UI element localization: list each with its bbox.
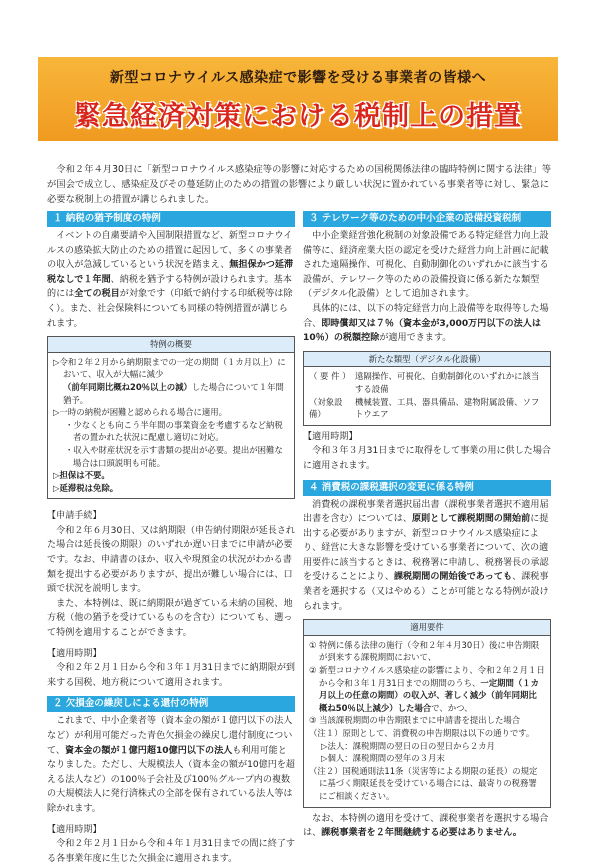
row-label: （対象設備） (309, 396, 343, 420)
period-paragraph: 令和２年２月１日から令和３年１月31日までに納期限が到来する国税、地方税について適用されます。 (47, 663, 296, 688)
closing-paragraph (303, 812, 551, 841)
apply-paragraph-1: 令和２年６月30日、又は納期限（申告納付期限が延長された場合は延長後の期限）のいずれか遅い日までに申請が必要です。なお、申請書のほか、収入や現預金の状況がわかる書類を提出する必要がありますが、提出が難しい場合には、口頭で状況を説明します。 (47, 525, 296, 595)
section-2-paragraph (47, 714, 295, 816)
row-value: 遠隔操作、可視化、自動制御化のいずれかに該当する設備 (355, 371, 540, 394)
text: 具体的には、以下の特定経営力向上設備等を取得等した場合、 (303, 303, 549, 329)
text: が適用できます。 (379, 333, 452, 344)
note-item: （注２）国税通則法11条（災害等による期限の延長）の規定に基づく期限延長を受けている場合には、最寄りの税務署にご相談ください。 (309, 765, 538, 801)
text: に提出する必要がありますが、新型コロナウイルス感染症により、経営に大きな影響を受けている事業者について、次の適用要件に該当するときは、税務署に申請し、税務署長の承認を受けることにより、 (303, 514, 549, 583)
section-1-title: １ 納税の猶予制度の特例 (47, 211, 295, 227)
note-item: （注１）原則として、消費税の申告期限は以下の通りです。 (309, 728, 535, 738)
box-item: ▷延滞税は免除。 (53, 482, 119, 493)
text: これまで、中小企業者等（資本金の額が１億円以下の法人など）が利用可能だった青色欠損金の繰戻し還付制度について、 (47, 716, 293, 756)
box-subitem: ・少なくとも向こう半年間の事業資金を考慮するなど納税者の置かれた状況に配慮し適切に対応。 (65, 419, 283, 443)
text: が対象です（印紙で納付する印紙税等は除く）。また、社会保険料についても同様の特例措置が講じられます。 (47, 289, 293, 329)
period-paragraph: 令和３年３月31日までに取得をして事業の用に供した場合に適用されます。 (303, 446, 552, 471)
requirement-item: ③ 当該課税期間の申告期限までに申請書を提出した場合 (309, 715, 521, 726)
text: 、納税を猶予する特例が設けられます。基本的には (47, 274, 292, 300)
box-item: ▷担保は不要。 (53, 470, 110, 481)
section-3-paragraph-1: 中小企業経営強化税制の対象設備である特定経営力向上設備等に、経済産業大臣の認定を受けた経営力向上計画に記載された遠隔操作、可視化、自動制御化のいずれかに該当する設備が、テレワーク等のための設備投資に係る新たな類型（デジタル化設備）として追加されます。 (303, 231, 549, 300)
right-column (303, 211, 551, 841)
box-title: 特例の概要 (48, 337, 294, 353)
emphasis-text: 即時償却又は７％（資本金が3,000万円以下の法人は10％）の税額控除 (303, 318, 541, 344)
target-equipment-row (309, 396, 545, 421)
left-column (47, 211, 295, 866)
digital-equipment-box (303, 351, 551, 426)
period-paragraph: 令和２年２月１日から令和４年１月31日までの間に終了する各事業年度に生じた欠損金に適用されます。 (47, 839, 296, 864)
text: 、課税事業者を選択する（又はやめる）ことが可能となる特例が設けられます。 (303, 572, 549, 612)
text: した場合について１年間猶予。 (63, 381, 284, 405)
box-title: 適用要件 (304, 620, 550, 636)
period-heading: 【適用時期】 (303, 431, 358, 442)
apply-paragraph-2: また、本特例は、既に納期限が過ぎている未納の国税、地方税（他の猶予を受けているものを含む）についても、遡って特例を適用することができます。 (47, 598, 293, 639)
requirement-row (309, 370, 545, 395)
text: イベントの自粛要請や入国制限措置など、新型コロナウイルスの感染拡大防止のための措置に起因して、多くの事業者の収入が急減しているという状況を踏まえ、 (47, 231, 293, 271)
text: ▷令和２年２月から納期限までの一定の期間（１カ月以上）において、収入が大幅に減少 (53, 356, 286, 380)
emphasis-text: 無担保かつ延滞税なしで１年間 (47, 260, 294, 285)
emphasis-text: 資本金の額が１億円超10億円以下の法人 (65, 745, 233, 756)
section-3-title: ３ テレワーク等のための中小企業の設備投資税制 (303, 211, 551, 227)
emphasis-text: 全ての税目 (74, 289, 120, 300)
section-4-paragraph (303, 498, 551, 615)
box-item (53, 356, 289, 406)
section-3-paragraph-2 (303, 302, 551, 346)
note-subitem: ▷個人：課税期間の翌年の３月末 (321, 753, 445, 764)
text: も利用可能となりました。ただし、大規模法人（資本金の額が10億円を超える法人など）の100％子会社及び100％グループ内の複数の大規模法人に発行済株式の全部を保有されている法人等は除かれます。 (47, 745, 296, 814)
period-heading: 【適用時期】 (47, 648, 102, 659)
requirement-item: ① 特例に係る法律の施行（令和２年４月30日）後に申告期限が到来する課税期間において、 (309, 639, 540, 663)
row-label: （ 要 件 ） (309, 371, 351, 382)
title-banner (38, 57, 558, 141)
emphasis-text: （前年同期比概ね20％以上の減） (63, 381, 192, 392)
header-subtitle: 新型コロナウイルス感染症で影響を受ける事業者の皆様へ (109, 70, 487, 86)
requirement-item (309, 664, 545, 714)
emphasis-text: 一定期間（１カ月以上の任意の期間）の収入が、著しく減少（前年同期比概ね50％以上減少）した場合 (319, 677, 540, 713)
intro-paragraph: 令和２年４月30日に「新型コロナウイルス感染症等の影響に対応するための国税関係法律の臨時特例に関する法律」等が国会で成立し、感染症及びその蔓延防止のための措置の影響により厳しい状況に置かれている事業者等に対し、緊急に必要な税制上の措置が講じられました。 (47, 164, 552, 206)
box-item: ▷一時の納税が困難と認められる場合に適用。 (53, 407, 227, 418)
emphasis-text: 原則として課税期間の開始前 (411, 514, 531, 525)
apply-heading: 【申請手続】 (47, 511, 102, 522)
row-value: 機械装置、工具、器具備品、建物附属設備、ソフトウエア (355, 396, 540, 420)
text: 消費税の課税事業者選択届出書（課税事業者選択不適用届出書を含む）については、 (303, 499, 549, 525)
emphasis-text: 課税期間の開始後であっても (393, 572, 513, 583)
section-2-title: ２ 欠損金の繰戻しによる還付の特例 (47, 696, 295, 712)
section-4-title: ４ 消費税の課税選択の変更に係る特例 (303, 480, 551, 496)
requirements-box (303, 619, 551, 807)
note-subitem: ▷法人：課税期間の翌日の日の翌日から２カ月 (321, 740, 495, 751)
period-heading: 【適用時期】 (47, 824, 102, 835)
emphasis-text: 課税事業者を２年間継続する必要はありません。 (321, 828, 522, 839)
text: なお、本特例の適用を受けて、課税事業者を選択する場合は、 (303, 813, 549, 839)
section-1-paragraph (47, 229, 295, 331)
text: で、かつ、 (431, 702, 473, 713)
header-title: 緊急経済対策における税制上の措置 (74, 101, 522, 132)
special-overview-box (47, 336, 295, 499)
box-title: 新たな類型（デジタル化設備） (304, 352, 550, 368)
box-subitem: ・収入や財産状況を示す書類の提出が必要。提出が困難な場合は口頭説明も可能。 (65, 444, 283, 468)
text: ② 新型コロナウイルス感染症の影響により、令和２年２月１日から令和３年１月31日までの期間のうち、 (309, 665, 545, 688)
